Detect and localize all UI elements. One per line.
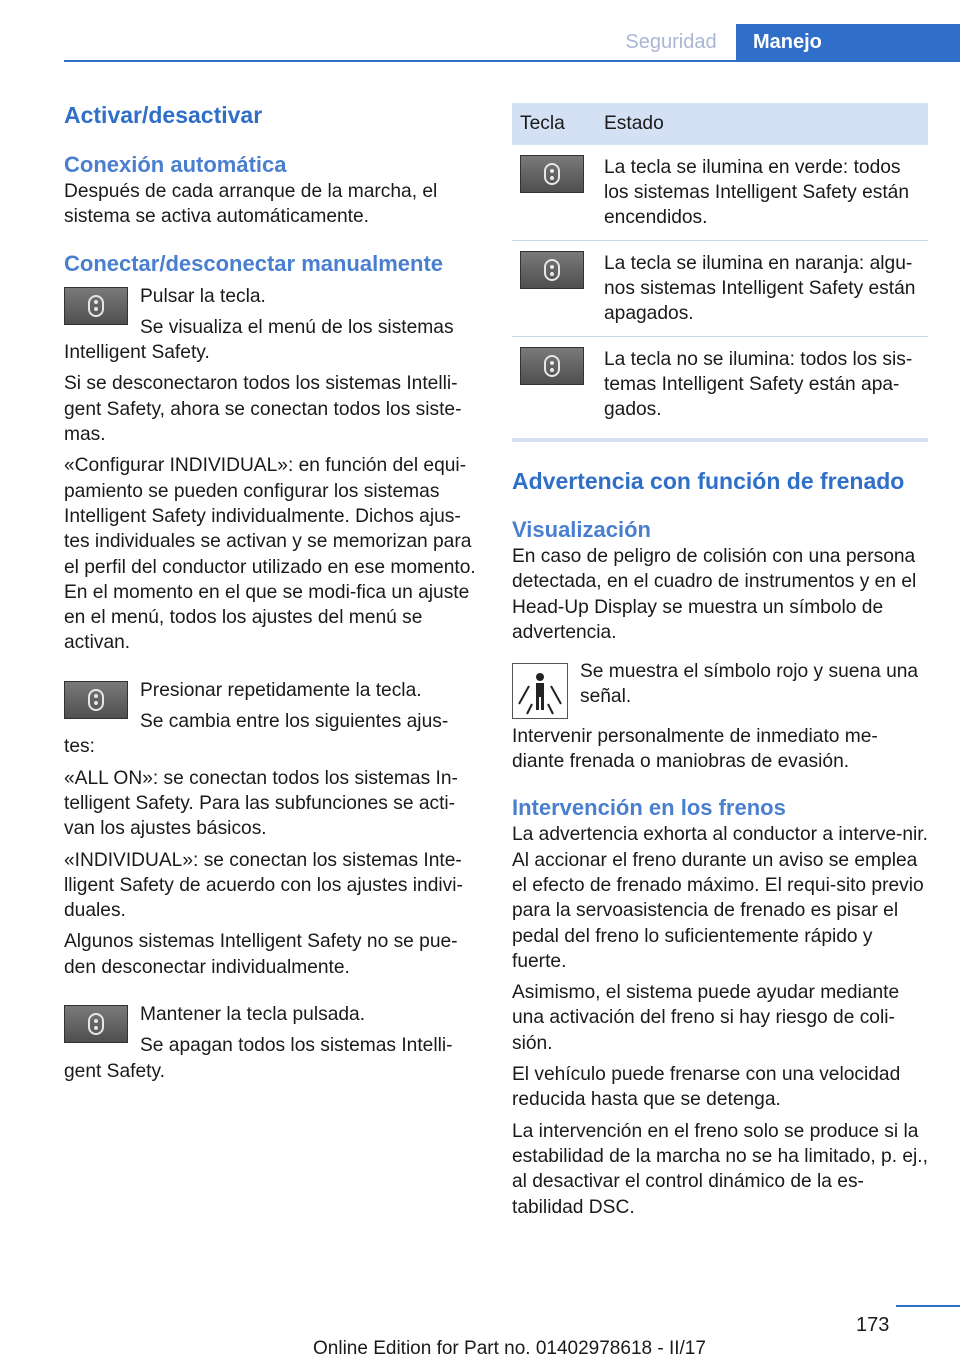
safety-button-icon — [520, 347, 584, 385]
paragraph-individual-2: «INDIVIDUAL»: se conectan los sistemas Inte-lligent Safety de acuerdo con los ajustes indivi-duales. — [64, 849, 463, 922]
table-row — [512, 241, 928, 337]
paragraph-brakes-4: La intervención en el freno solo se produce si la estabilidad de la marcha no se ha limitado, p. ej., al desactivar el control dinámico de la es-tabilidad DSC. — [512, 1120, 928, 1218]
paragraph-press: Pulsar la tecla. — [140, 285, 266, 307]
paragraph-repeat: Presionar repetidamente la tecla. — [140, 679, 422, 701]
paragraph-disconnected: Si se desconectaron todos los sistemas Intelli-gent Safety, ahora se conectan todos los siste-mas. — [64, 373, 462, 446]
repeat-key-block — [64, 678, 478, 760]
heading-manual-connection: Conectar/desconectar manualmente — [64, 250, 444, 276]
key-state-table — [512, 103, 928, 432]
header-tab-manejo[interactable]: Manejo — [736, 24, 960, 61]
right-column — [512, 103, 928, 1220]
paragraph-hold: Mantener la tecla pulsada. — [140, 1004, 366, 1026]
safety-button-icon — [520, 155, 584, 193]
heading-auto-connection: Conexión automática — [64, 152, 287, 177]
paragraph-brakes-2: Asimismo, el sistema puede ayudar mediante una activación del freno si hay riesgo de coli-sión. — [512, 982, 900, 1054]
table-row — [512, 337, 928, 433]
paragraph-brakes-3: El vehículo puede frenarse con una velocidad reducida hasta que se detenga. — [512, 1064, 901, 1111]
paragraph-intervene: Intervenir personalmente de inmediato me-diante frenada o maniobras de evasión. — [512, 725, 878, 773]
paragraph-off: Se apagan todos los sistemas Intelli-gent Safety. — [64, 1035, 453, 1082]
table-header-state: Estado — [596, 103, 928, 145]
table-header-key: Tecla — [512, 103, 596, 145]
safety-button-icon — [64, 681, 128, 719]
safety-button-icon — [64, 1005, 128, 1043]
left-column — [64, 100, 478, 1084]
header-tab-seguridad[interactable]: Seguridad — [625, 31, 717, 53]
pedestrian-warning-icon — [512, 663, 568, 719]
heading-activate: Activar/desactivar — [64, 102, 263, 128]
symbol-block — [512, 659, 928, 710]
table-row — [512, 145, 928, 241]
press-key-block — [64, 284, 478, 366]
paragraph-display: En caso de peligro de colisión con una persona detectada, en el cuadro de instrumentos y en el Head-Up Display se muestra un símbolo de advertencia. — [512, 546, 917, 643]
table-bottom-rule — [512, 438, 928, 442]
heading-brakes: Intervención en los frenos — [512, 795, 786, 821]
paragraph-brakes-1: La advertencia exhorta al conductor a interve-nir. Al accionar el freno durante un aviso se emplea el efecto de frenado máximo. El requi-sito previo para la servoasistencia de frenado es pisar el pedal del freno lo suficientemente rápido y fuerte. — [512, 824, 928, 972]
paragraph-symbol: Se muestra el símbolo rojo y suena una señal. — [580, 661, 919, 708]
hold-key-block — [64, 1002, 478, 1084]
edition-line: Online Edition for Part no. 01402978618 - II/17 — [313, 1338, 706, 1359]
heading-display: Visualización — [512, 517, 651, 542]
footer-rule — [896, 1305, 960, 1307]
safety-button-icon — [520, 251, 584, 289]
safety-button-icon — [64, 287, 128, 325]
heading-warning: Advertencia con función de frenado — [512, 468, 905, 494]
table-cell-state: La tecla se ilumina en naranja: algu-nos sistemas Intelligent Safety están apagados. — [596, 241, 928, 337]
paragraph-all-on: «ALL ON»: se conectan todos los sistemas In-telligent Safety. Para las subfunciones se acti-van los ajustes básicos. — [64, 767, 458, 840]
table-cell-state: La tecla no se ilumina: todos los sis-temas Intelligent Safety están apa-gados. — [604, 349, 913, 420]
paragraph-auto: Después de cada arranque de la marcha, el sistema se activa automáticamente. — [64, 181, 438, 228]
page-number: 173 — [856, 1314, 890, 1336]
paragraph-menu: Se visualiza el menú de los sistemas Intelligent Safety. — [64, 316, 454, 364]
paragraph-switch: Se cambia entre los siguientes ajus-tes: — [64, 711, 449, 758]
paragraph-some: Algunos sistemas Intelligent Safety no se pue-den desconectar individualmente. — [64, 931, 458, 978]
paragraph-individual: «Configurar INDIVIDUAL»: en función del equi-pamiento se pueden configurar los sistemas Intelligent Safety individualmente. Dichos ajus-tes individuales se activan y se memorizan para el perfil del conductor utilizado en ese momento. En el momento en el que se modi-fica un ajuste en el menú, todos los ajustes del menú se activan. — [64, 455, 476, 654]
table-cell-state: La tecla se ilumina en verde: todos los sistemas Intelligent Safety están encendidos. — [596, 145, 928, 241]
